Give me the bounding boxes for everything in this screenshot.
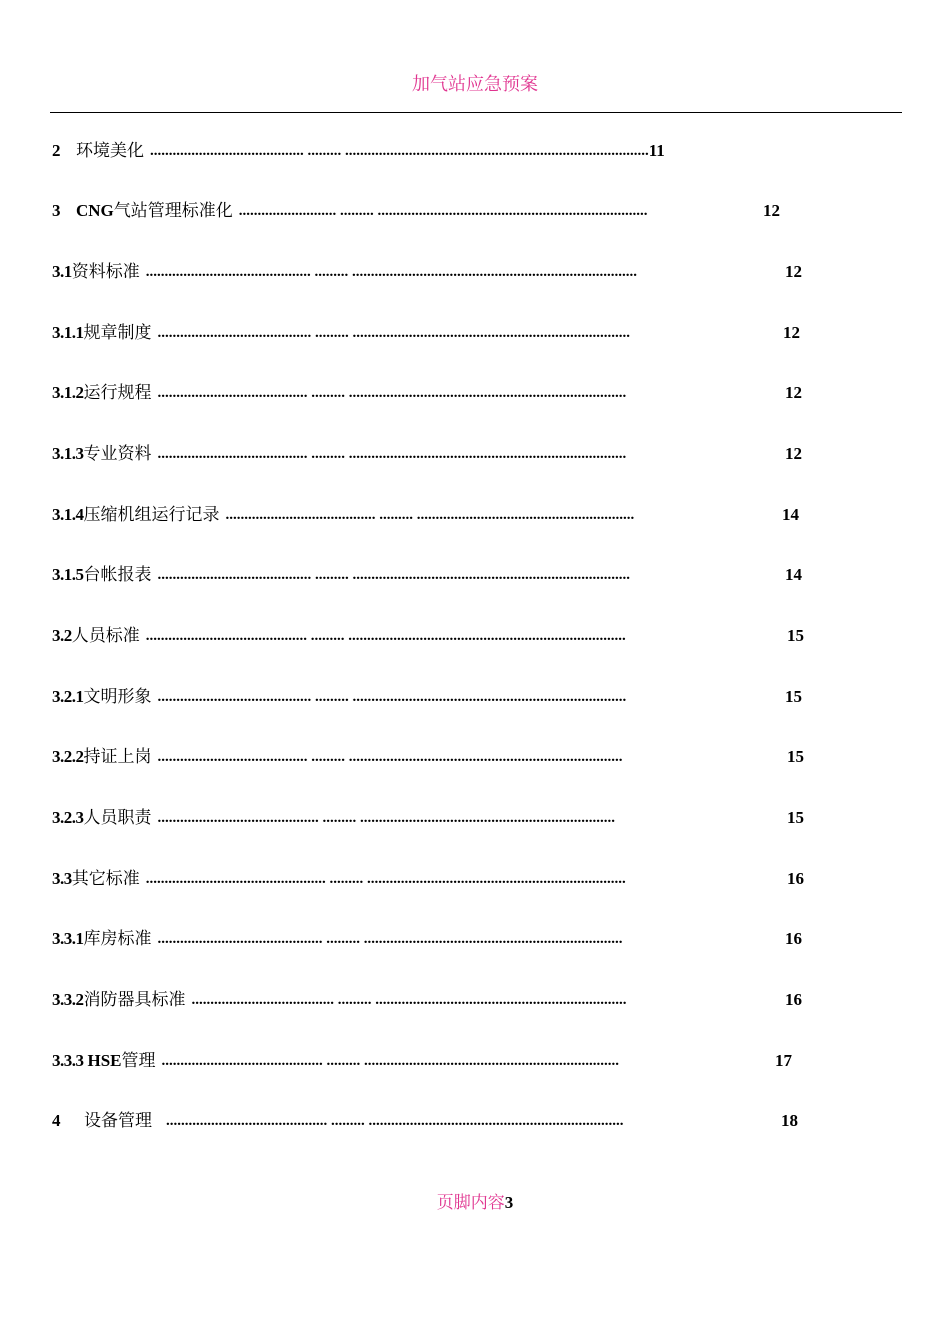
toc-entry-title: 压缩机组运行记录 (83, 505, 220, 525)
toc-entry-number: 3.1.3 (52, 444, 84, 463)
toc-entry-leader: ........................................ ......... .......................................................................... (157, 446, 627, 462)
toc-entry-title: 规章制度 (83, 323, 152, 343)
page-header-title: 加气站应急预案 (412, 74, 538, 95)
toc-entry-number: 3.2.2 (52, 747, 84, 766)
toc-entry-number: 3.1 (52, 262, 72, 281)
toc-entry-number: 3.3.2 (52, 990, 84, 1009)
toc-entry-page: 16 (785, 929, 802, 948)
toc-entry-leader: ........................................... ......... .................................................................... (161, 1053, 620, 1069)
toc-entry-page: 12 (785, 444, 802, 463)
toc-entry-leader: ............................................ ......... ..................................................................... (157, 931, 623, 947)
page-footer (0, 1188, 950, 1213)
toc-entry-page: 18 (781, 1111, 798, 1130)
toc-entry-title: 人员职责 (83, 808, 152, 828)
toc-entry[interactable] (52, 623, 804, 649)
toc-entry-title: CNG气站管理标准化 (76, 201, 233, 221)
toc-entry-title: 资料标准 (71, 262, 140, 282)
toc-entry-title-prefix: CNG (76, 201, 114, 220)
toc-entry-title: 设备管理 (84, 1111, 152, 1131)
toc-entry-title: 环境美化 (76, 141, 144, 161)
toc-entry-number: 3.2 (52, 626, 72, 645)
toc-entry-number: 2 (52, 141, 60, 160)
toc-entry-number: 3.3 (52, 869, 72, 888)
toc-entry-leader: ........................................... ......... .................................................................... (166, 1113, 624, 1129)
toc-entry-number: 3.2.3 (52, 808, 84, 827)
toc-entry-number: 3.3.3 (52, 1051, 84, 1070)
toc-entry-page: 16 (787, 869, 804, 888)
toc-entry[interactable] (52, 320, 800, 346)
toc-entry[interactable] (52, 1108, 798, 1134)
toc-entry-page: 15 (787, 808, 804, 827)
toc-entry-leader: ........................................ ......... ......................................................................... (157, 749, 623, 765)
toc-entry-page: 16 (785, 990, 802, 1009)
toc-entry-title: 台帐报表 (83, 565, 152, 585)
toc-entry[interactable] (52, 198, 780, 224)
toc-entry-leader: ......................................... ......... .......................................................................... (157, 325, 630, 341)
toc-entry-page: 17 (775, 1051, 792, 1070)
toc-entry-leader: ........................................ ......... .......................................................... (225, 507, 635, 523)
toc-entry[interactable] (52, 1048, 792, 1074)
toc-entry-title: HSE管理 (87, 1051, 156, 1071)
toc-entry-number: 3.1.5 (52, 565, 84, 584)
toc-entry[interactable] (52, 380, 802, 406)
footer-page-number: 3 (504, 1193, 514, 1212)
toc-entry-leader: ............................................ ......... ............................................................................ (145, 264, 637, 280)
toc-entry-leader: ......................................... ......... ......................................................................... (157, 689, 627, 705)
toc-entry-page: 12 (785, 383, 802, 402)
toc-entry[interactable] (52, 744, 804, 770)
toc-entry-page: 15 (785, 687, 802, 706)
toc-entry-number: 3.2.1 (52, 687, 84, 706)
toc-entry-leader: ........................................... ......... .......................................................................... (145, 628, 626, 644)
toc-entry-number: 3.1.2 (52, 383, 84, 402)
toc-entry[interactable] (52, 926, 802, 952)
toc-entry-title: 消防器具标准 (83, 990, 186, 1010)
toc-entry-leader: ................................................ ......... ..................................................................... (145, 871, 626, 887)
toc-entry-title: 其它标准 (71, 869, 140, 889)
toc-entry-leader: ......................................... ......... .......................................................................... (157, 567, 630, 583)
toc-entry-title: 人员标准 (71, 626, 140, 646)
toc-entry[interactable] (52, 805, 804, 831)
toc-entry-title: 持证上岗 (83, 747, 152, 767)
toc-entry-title: 专业资料 (83, 444, 152, 464)
toc-entry-page: 15 (787, 626, 804, 645)
toc-entry-title: 文明形象 (83, 687, 152, 707)
toc-entry-number: 3.1.4 (52, 505, 84, 524)
toc-entry-leader: .......................... ......... ........................................................................ (238, 203, 648, 219)
toc-entry[interactable] (52, 502, 799, 528)
toc-entry[interactable] (52, 987, 802, 1013)
toc-entry-page: 14 (782, 505, 799, 524)
toc-entry-number: 3.3.1 (52, 929, 84, 948)
toc-entry-leader: ........................................... ......... .................................................................... (157, 810, 615, 826)
toc-entry-page: 15 (787, 747, 804, 766)
toc-entry-title-prefix: HSE (87, 1051, 122, 1070)
toc-entry[interactable] (52, 441, 802, 467)
toc-entry-title: 运行规程 (83, 383, 152, 403)
toc-entry-page: 12 (785, 262, 802, 281)
toc-entry[interactable] (52, 259, 802, 285)
footer-label: 页脚内容 (436, 1193, 505, 1213)
toc-entry-leader: ........................................ ......... .......................................................................... (157, 385, 627, 401)
toc-entry[interactable] (52, 138, 665, 164)
toc-entry-page: 11 (648, 141, 665, 160)
toc-entry-title: 库房标准 (83, 929, 152, 949)
toc-entry-page: 14 (785, 565, 802, 584)
toc-entry[interactable] (52, 866, 804, 892)
toc-entry[interactable] (52, 562, 802, 588)
toc-entry-leader: ...................................... ......... ................................................................... (191, 992, 627, 1008)
toc-entry-number: 4 (52, 1111, 60, 1130)
header-divider (50, 112, 902, 113)
toc-entry[interactable] (52, 684, 802, 710)
toc-entry-number: 3 (52, 201, 60, 220)
toc-entry-leader: ......................................... ......... ................................................................................. (150, 143, 649, 159)
toc-entry-number: 3.1.1 (52, 323, 84, 342)
toc-entry-page: 12 (783, 323, 800, 342)
toc-entry-page: 12 (763, 201, 780, 220)
